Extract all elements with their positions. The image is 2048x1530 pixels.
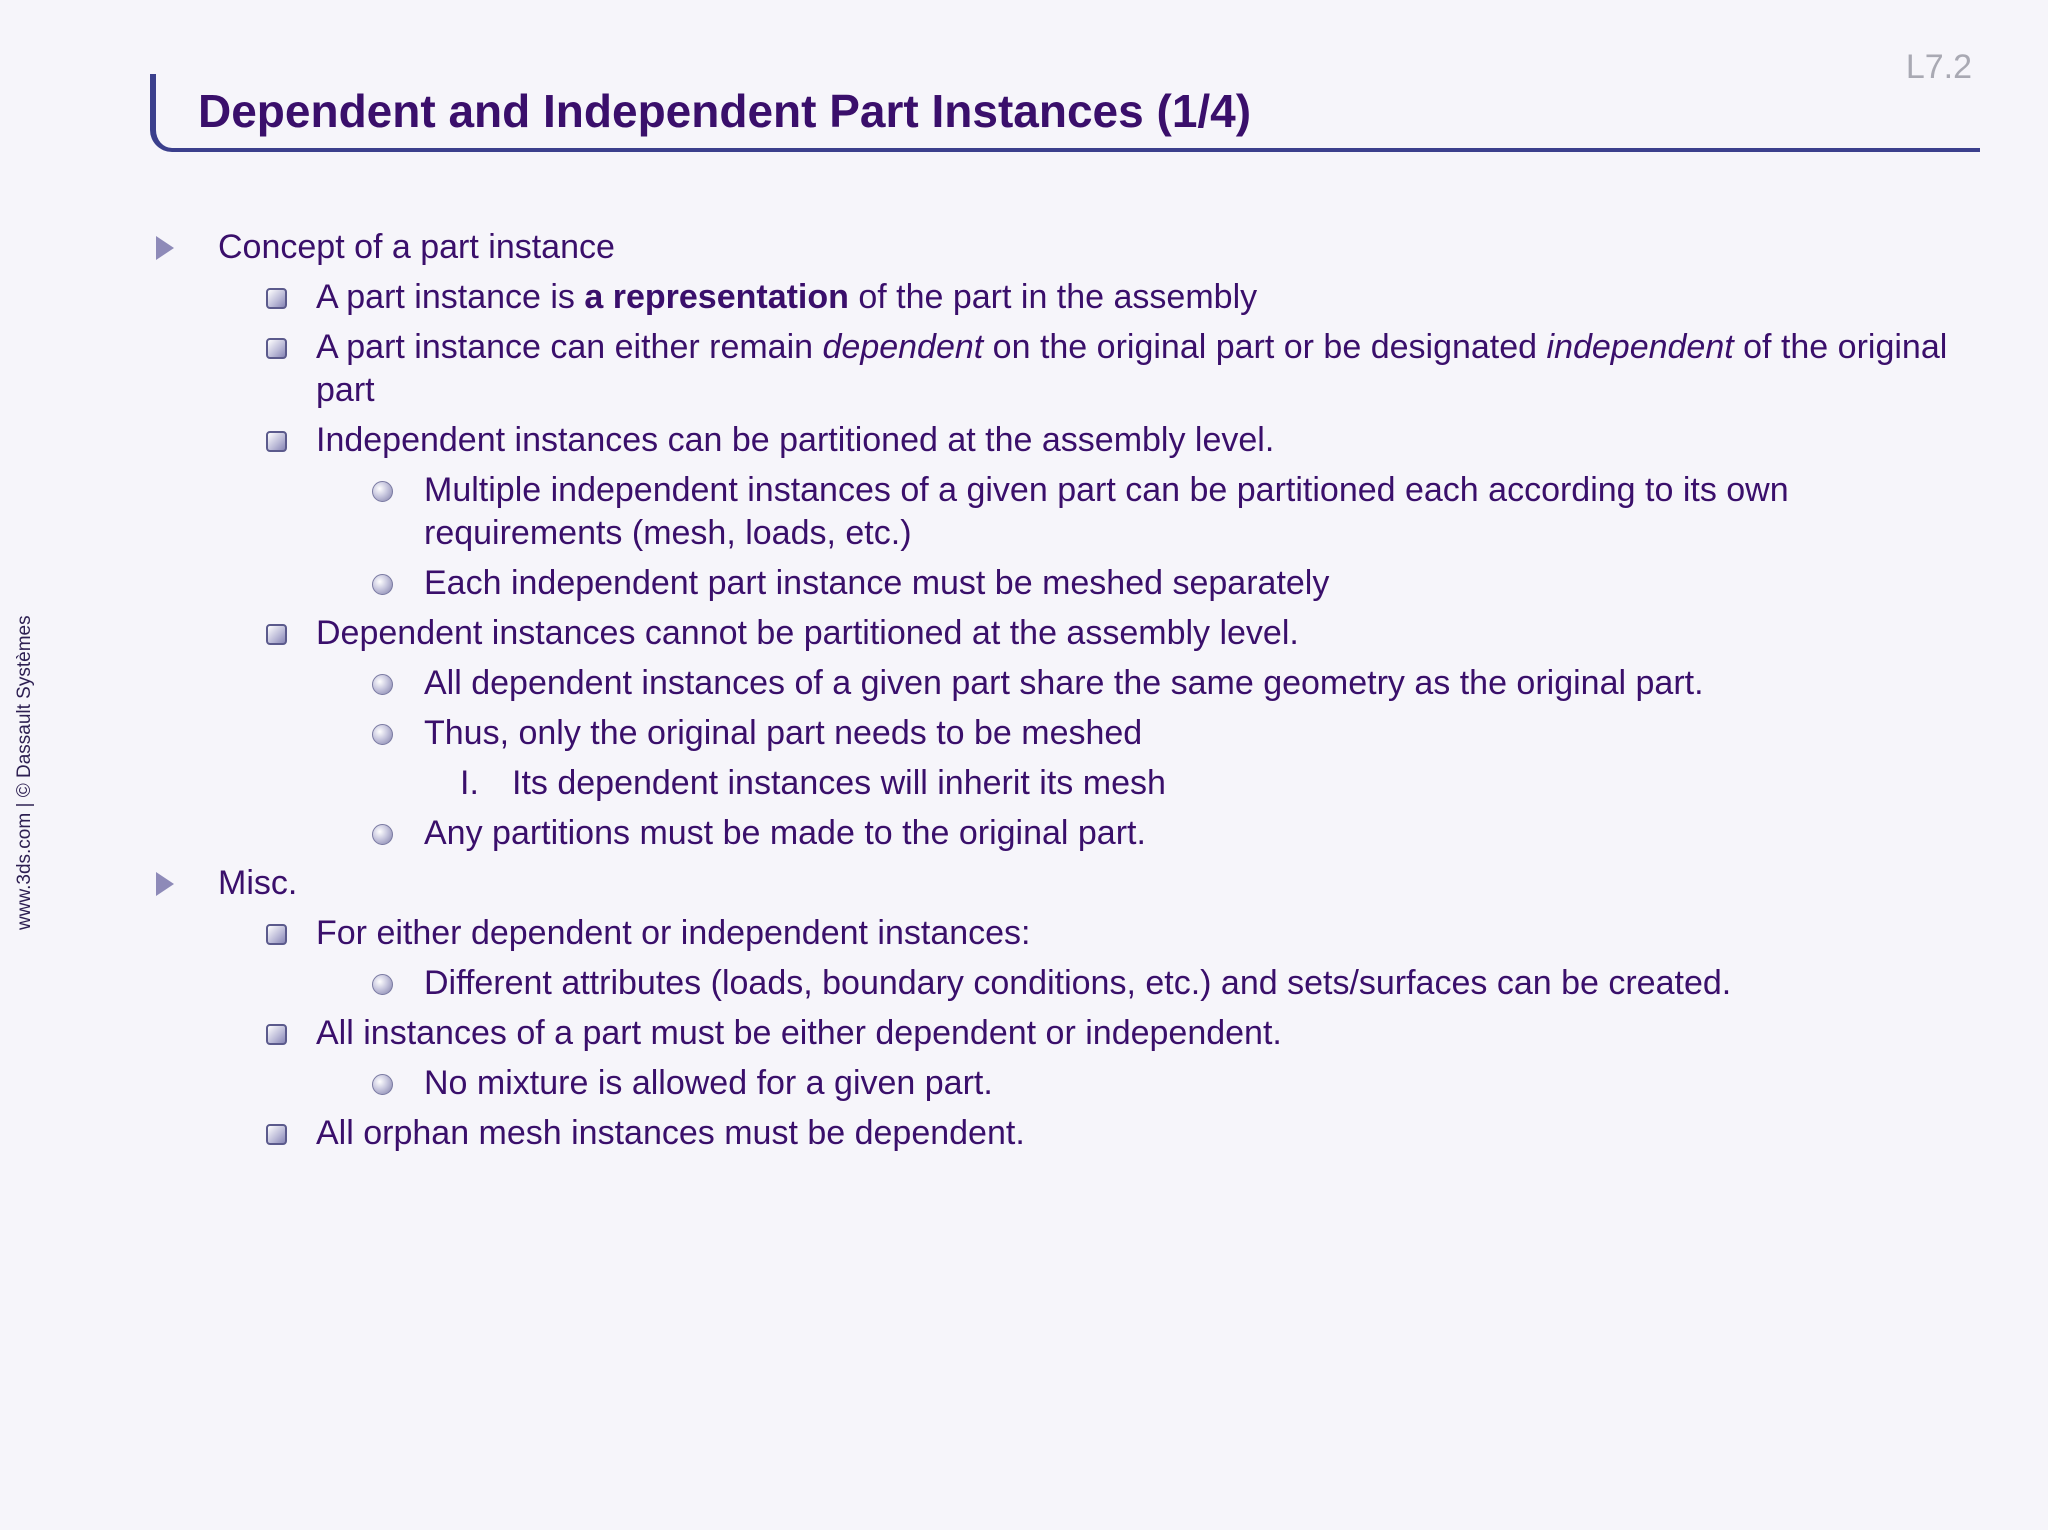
bullet-text: All instances of a part must be either dependent or independent.: [316, 1014, 1282, 1052]
sub-bullet-meshed-separately: [150, 562, 1970, 605]
bullet-text: Its dependent instances will inherit its mesh: [512, 764, 1166, 802]
bullet-text-mid: on the original part or be designated: [983, 328, 1547, 366]
bullet-all-instances: [150, 1012, 1970, 1055]
bullet-text: Concept of a part instance: [218, 228, 615, 266]
bullet-orphan-mesh: [150, 1112, 1970, 1155]
square-bullet-icon: [266, 1124, 287, 1145]
side-credit: www.3ds.com | © Dassault Systèmes: [14, 615, 35, 930]
square-bullet-icon: [266, 288, 287, 309]
sub-bullet-no-mixture: [150, 1062, 1970, 1105]
circle-bullet-icon: [372, 824, 393, 845]
triangle-bullet-icon: [156, 236, 174, 260]
bullet-text: Thus, only the original part needs to be meshed: [424, 714, 1143, 752]
square-bullet-icon: [266, 338, 287, 359]
circle-bullet-icon: [372, 1074, 393, 1095]
slide-content: [150, 226, 1970, 1162]
bullet-text-italic: independent: [1546, 328, 1734, 366]
roman-numeral-marker: I.: [460, 764, 479, 802]
bullet-text-italic: dependent: [822, 328, 984, 366]
bullet-text: No mixture is allowed for a given part.: [424, 1064, 993, 1102]
slide-number: L7.2: [1905, 48, 1972, 86]
bullet-text: Each independent part instance must be meshed separately: [424, 564, 1330, 602]
bullet-dependent-or-independent: [150, 326, 1970, 412]
circle-bullet-icon: [372, 481, 393, 502]
square-bullet-icon: [266, 624, 287, 645]
sub-bullet-share-geometry: [150, 662, 1970, 705]
bullet-text: All orphan mesh instances must be dependent.: [316, 1114, 1025, 1152]
square-bullet-icon: [266, 1024, 287, 1045]
sub-bullet-different-attributes: [150, 962, 1970, 1005]
bullet-text: Multiple independent instances of a given part can be partitioned each according to its own requirements (mesh, loads, etc.): [424, 471, 1789, 552]
bullet-text: Misc.: [218, 864, 298, 902]
sub-bullet-multiple-independent: [150, 469, 1970, 555]
square-bullet-icon: [266, 431, 287, 452]
bullet-text: For either dependent or independent instances:: [316, 914, 1031, 952]
bullet-text: Dependent instances cannot be partitioned at the assembly level.: [316, 614, 1299, 652]
bullet-text-bold: a representation: [584, 278, 849, 316]
bullet-text: Independent instances can be partitioned at the assembly level.: [316, 421, 1275, 459]
bullet-text-pre: A part instance is: [316, 278, 585, 316]
bullet-text-post: of the part in the assembly: [848, 278, 1258, 316]
bullet-text: Different attributes (loads, boundary conditions, etc.) and sets/surfaces can be created.: [424, 964, 1732, 1002]
square-bullet-icon: [266, 924, 287, 945]
bullet-dependent-cannot-partition: [150, 612, 1970, 655]
bullet-either-instances: [150, 912, 1970, 955]
bullet-text-pre: A part instance can either remain: [316, 328, 823, 366]
slide-title: Dependent and Independent Part Instances (1/4): [198, 85, 1252, 137]
sub-bullet-partitions-original: [150, 812, 1970, 855]
bullet-text: All dependent instances of a given part share the same geometry as the original part.: [424, 664, 1704, 702]
circle-bullet-icon: [372, 574, 393, 595]
sub-bullet-only-original-meshed: [150, 712, 1970, 755]
bullet-text: Any partitions must be made to the original part.: [424, 814, 1146, 852]
bullet-concept: [150, 226, 1970, 269]
numbered-item-inherit-mesh: [150, 762, 1970, 805]
circle-bullet-icon: [372, 724, 393, 745]
circle-bullet-icon: [372, 974, 393, 995]
bullet-misc: [150, 862, 1970, 905]
bullet-independent-partitioned: [150, 419, 1970, 462]
bullet-text-post: of the original part: [316, 328, 1948, 409]
triangle-bullet-icon: [156, 872, 174, 896]
circle-bullet-icon: [372, 674, 393, 695]
bullet-representation: [150, 276, 1970, 319]
